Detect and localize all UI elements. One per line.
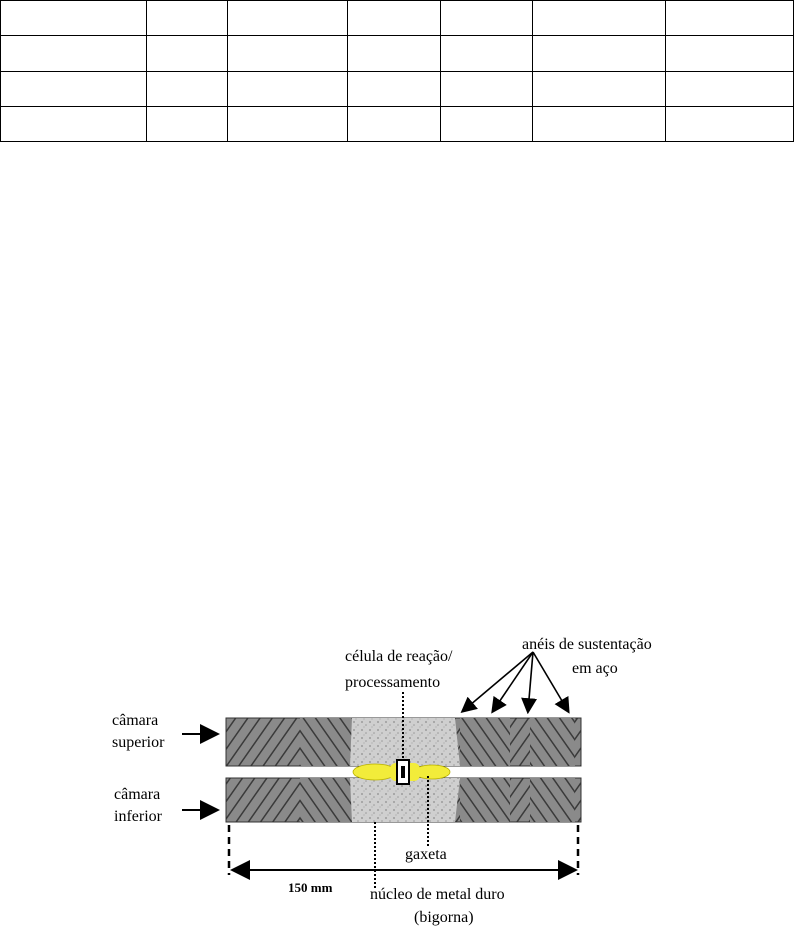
table-row	[1, 1, 794, 36]
table-cell	[441, 71, 533, 106]
reaction-cell-label-2: processamento	[345, 674, 441, 691]
support-rings-label-2: em aço	[572, 660, 618, 677]
core-label-2: (bigorna)	[414, 909, 474, 926]
table-cell	[441, 106, 533, 141]
table-cell	[147, 1, 228, 36]
support-rings-label-1: anéis de sustentação	[522, 636, 652, 653]
pressure-chamber-figure	[0, 600, 794, 935]
table-body	[1, 1, 794, 142]
upper-chamber-label-2: superior	[112, 734, 165, 751]
table-row	[1, 71, 794, 106]
lower-chamber-label-2: inferior	[114, 808, 162, 825]
table-cell	[348, 36, 441, 71]
table-cell	[666, 106, 794, 141]
table-cell	[533, 36, 666, 71]
table-cell	[666, 71, 794, 106]
table-cell	[1, 71, 147, 106]
table-row	[1, 106, 794, 141]
table-cell	[348, 71, 441, 106]
support-rings-arrows	[463, 652, 568, 711]
table-cell	[533, 1, 666, 36]
table-cell	[533, 71, 666, 106]
table-cell	[441, 36, 533, 71]
table-cell	[228, 106, 348, 141]
table-cell	[533, 106, 666, 141]
table-cell	[147, 106, 228, 141]
gasket-label: gaxeta	[405, 846, 447, 863]
dimension-150mm	[229, 825, 578, 875]
upper-anvil-core	[350, 718, 460, 766]
table-cell	[228, 36, 348, 71]
table-row	[1, 36, 794, 71]
core-label-1: núcleo de metal duro	[370, 886, 505, 903]
table-cell	[666, 1, 794, 36]
empty-data-table	[0, 0, 794, 142]
table-cell	[1, 36, 147, 71]
table-cell	[348, 1, 441, 36]
dimension-label: 150 mm	[288, 880, 333, 895]
table-cell	[1, 106, 147, 141]
reaction-cell-label-1: célula de reação/	[345, 648, 453, 665]
table-cell	[228, 71, 348, 106]
table-cell	[228, 1, 348, 36]
upper-chamber-label-1: câmara	[112, 712, 159, 729]
table-cell	[1, 1, 147, 36]
lower-chamber-label-1: câmara	[114, 786, 161, 803]
table-cell	[348, 106, 441, 141]
table-cell	[441, 1, 533, 36]
table-cell	[147, 71, 228, 106]
table-cell	[147, 36, 228, 71]
table-cell	[666, 36, 794, 71]
